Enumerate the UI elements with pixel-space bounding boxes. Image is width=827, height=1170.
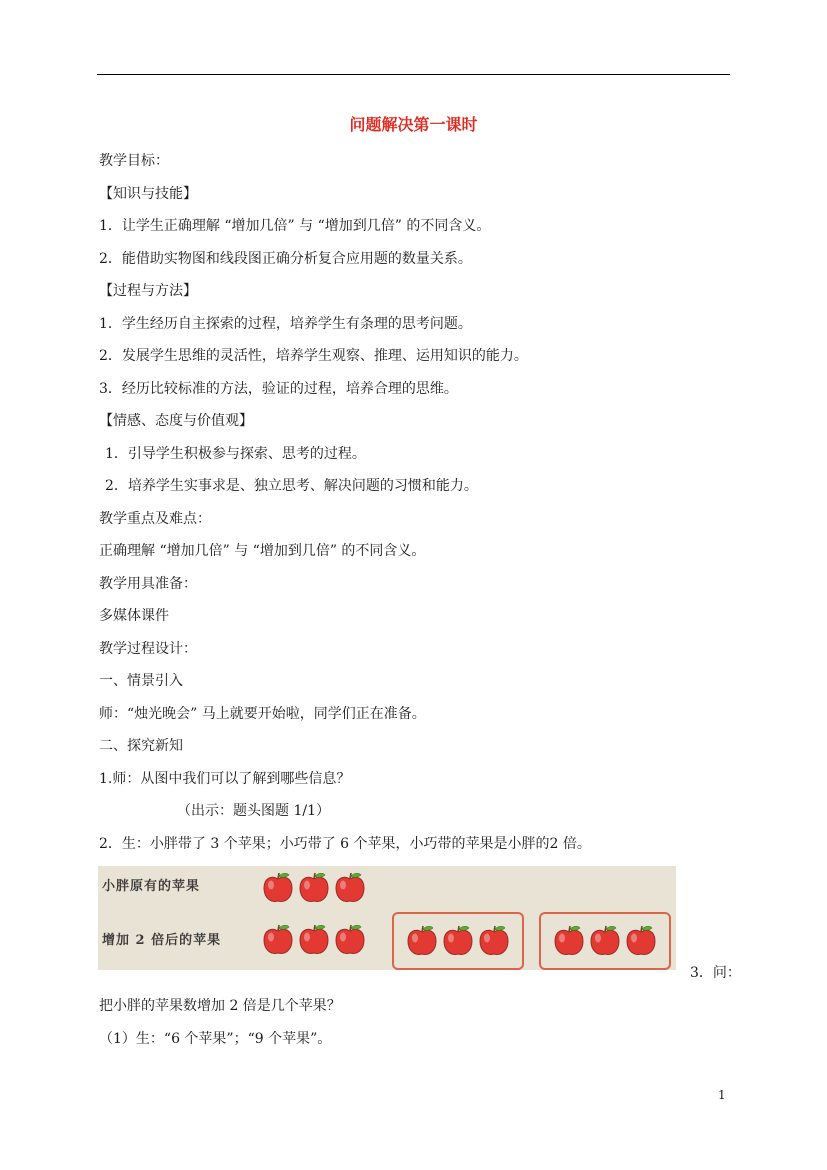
paragraph: （出示：题头图题 1/1）: [177, 803, 330, 819]
section-heading: 教学用具准备：: [99, 576, 197, 592]
paragraph: 多媒体课件: [99, 608, 169, 624]
paragraph: 把小胖的苹果数增加 2 倍是几个苹果？: [99, 998, 341, 1014]
apple-icon: [587, 923, 623, 959]
paragraph: 正确理解 “增加几倍” 与 “增加到几倍” 的不同含义。: [99, 543, 426, 559]
paragraph: 师：“烛光晚会” 马上就要开始啦，同学们正在准备。: [99, 706, 426, 722]
section-heading: 教学过程设计：: [99, 641, 197, 657]
page-title: 问题解决第一课时: [349, 115, 478, 134]
page-number: 1: [718, 1088, 726, 1102]
paragraph: 2．培养学生实事求是、独立思考、解决问题的习惯和能力。: [105, 478, 478, 494]
subsection-heading: 【情感、态度与价值观】: [99, 413, 253, 429]
apple-icon: [296, 870, 332, 906]
paragraph: 3．问：: [690, 965, 741, 981]
paragraph: 一、情景引入: [99, 673, 183, 689]
apple-icon: [332, 870, 368, 906]
paragraph: 1．引导学生积极参与探索、思考的过程。: [105, 446, 366, 462]
row1-apples: [260, 870, 368, 906]
paragraph: 1．让学生正确理解 “增加几倍” 与 “增加到几倍” 的不同含义。: [99, 218, 491, 234]
apple-box: [392, 912, 524, 970]
section-heading: 教学重点及难点：: [99, 511, 211, 527]
figure-row1-label: 小胖原有的苹果: [102, 879, 201, 894]
header-rule: [97, 74, 730, 75]
paragraph: 1．学生经历自主探索的过程，培养学生有条理的思考问题。: [99, 316, 472, 332]
subsection-heading: 【过程与方法】: [99, 283, 197, 299]
paragraph: 二、探究新知: [99, 738, 183, 754]
apple-icon: [296, 922, 332, 958]
row2-apples: [260, 922, 368, 958]
paragraph: （1）生：“6 个苹果”；“9 个苹果”。: [99, 1031, 332, 1047]
apple-box: [539, 912, 671, 970]
paragraph: 2．发展学生思维的灵活性，培养学生观察、推理、运用知识的能力。: [99, 348, 528, 364]
paragraph: 2．能借助实物图和线段图正确分析复合应用题的数量关系。: [99, 251, 472, 267]
apple-figure: [98, 866, 676, 970]
paragraph: 3．经历比较标准的方法，验证的过程，培养合理的思维。: [99, 381, 458, 397]
paragraph: 1.师：从图中我们可以了解到哪些信息？: [99, 771, 351, 787]
apple-icon: [440, 923, 476, 959]
apple-icon: [551, 923, 587, 959]
apple-icon: [476, 923, 512, 959]
apple-icon: [260, 870, 296, 906]
section-heading: 教学目标：: [99, 153, 169, 169]
apple-icon: [332, 922, 368, 958]
figure-row2-label: 增加 2 倍后的苹果: [102, 933, 222, 948]
subsection-heading: 【知识与技能】: [99, 186, 197, 202]
apple-icon: [623, 923, 659, 959]
paragraph: 2．生：小胖带了 3 个苹果；小巧带了 6 个苹果，小巧带的苹果是小胖的2 倍。: [99, 836, 591, 852]
apple-icon: [260, 922, 296, 958]
apple-icon: [404, 923, 440, 959]
